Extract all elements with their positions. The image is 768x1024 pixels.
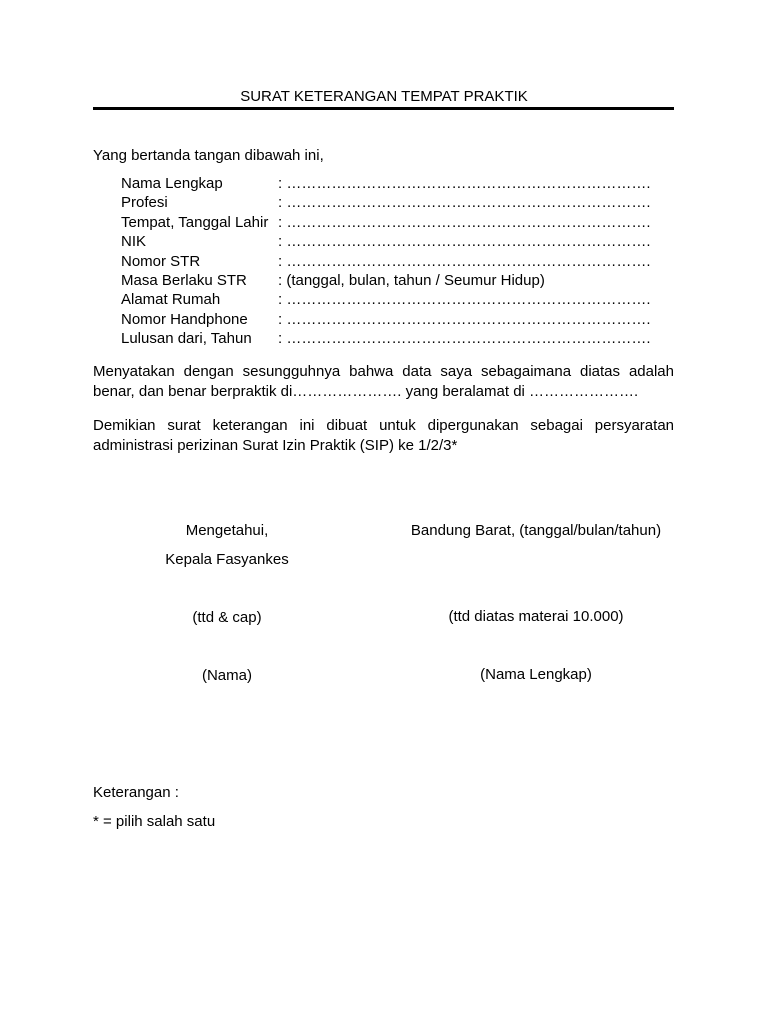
intro-text: Yang bertanda tangan dibawah ini, bbox=[93, 147, 324, 164]
title-underline bbox=[93, 107, 674, 110]
purpose-paragraph: Demikian surat keterangan ini dibuat untuk dipergunakan sebagai persyaratan administrasi perizinan Surat Izin Praktik (SIP) ke 1/2/3* bbox=[93, 417, 674, 454]
field-row-graduated-from-year bbox=[121, 329, 651, 348]
left-name-placeholder: (Nama) bbox=[201, 667, 252, 684]
field-label: Lulusan dari, Tahun bbox=[121, 330, 252, 348]
field-value: : ………………………………………………………………. bbox=[278, 213, 651, 231]
field-value: : ………………………………………………………………. bbox=[278, 233, 651, 251]
field-value: : ………………………………………………………………. bbox=[278, 252, 651, 270]
field-row-nik bbox=[121, 232, 651, 251]
field-label: Tempat, Tanggal Lahir bbox=[121, 213, 269, 231]
notes-heading: Keterangan : bbox=[93, 784, 179, 801]
field-row-str-validity bbox=[121, 271, 651, 290]
left-signature-placeholder: (ttd & cap) bbox=[192, 609, 262, 626]
field-value: : ………………………………………………………………. bbox=[278, 194, 651, 212]
left-position-label: Kepala Fasyankes bbox=[165, 551, 289, 568]
statement-paragraph: Menyatakan dengan sesungguhnya bahwa data saya sebagaimana diatas adalah benar, dan benar berpraktik di…………………. yang beralamat di …………………. bbox=[93, 363, 674, 400]
field-row-profession bbox=[121, 193, 651, 212]
field-label: Masa Berlaku STR bbox=[121, 271, 247, 289]
field-label: Nomor STR bbox=[121, 252, 201, 270]
field-value: : ………………………………………………………………. bbox=[278, 175, 651, 192]
field-row-str-number bbox=[121, 252, 651, 271]
identity-fields bbox=[121, 174, 651, 349]
field-value: : ………………………………………………………………. bbox=[278, 291, 651, 309]
field-row-full-name bbox=[121, 174, 651, 193]
field-label: Nama Lengkap bbox=[121, 175, 223, 192]
left-acknowledge-label: Mengetahui, bbox=[185, 522, 269, 539]
field-value: : ………………………………………………………………. bbox=[278, 330, 651, 348]
notes-item: * = pilih salah satu bbox=[93, 813, 216, 830]
field-row-birth-place-date bbox=[121, 213, 651, 232]
right-signature-placeholder: (ttd diatas materai 10.000) bbox=[448, 608, 624, 625]
field-label: NIK bbox=[121, 233, 147, 251]
field-value: : (tanggal, bulan, tahun / Seumur Hidup) bbox=[278, 271, 545, 289]
field-label: Alamat Rumah bbox=[121, 291, 221, 309]
page-title: SURAT KETERANGAN TEMPAT PRAKTIK bbox=[240, 88, 528, 105]
field-row-home-address bbox=[121, 290, 651, 309]
right-name-placeholder: (Nama Lengkap) bbox=[480, 666, 592, 683]
field-value: : ………………………………………………………………. bbox=[278, 310, 651, 328]
right-place-date: Bandung Barat, (tanggal/bulan/tahun) bbox=[410, 522, 662, 539]
field-label: Nomor Handphone bbox=[121, 310, 248, 328]
field-row-phone-number bbox=[121, 310, 651, 329]
field-label: Profesi bbox=[121, 194, 168, 212]
